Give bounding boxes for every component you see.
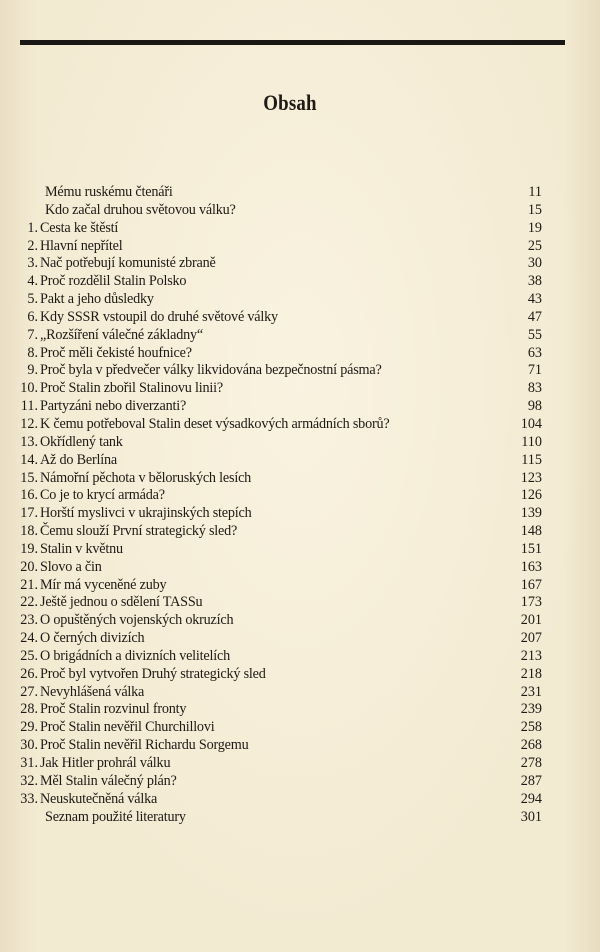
toc-entry [0, 487, 600, 505]
chapter-number: 21. [20, 576, 38, 593]
toc-entry [0, 309, 600, 327]
page-number: 63 [527, 344, 542, 361]
chapter-number: 33. [20, 790, 38, 807]
chapter-number: 15. [20, 469, 38, 486]
chapter-title: Mému ruskému čtenáři [45, 184, 173, 200]
chapter-number: 23. [20, 612, 38, 629]
page-number: 104 [520, 415, 542, 432]
page-number: 239 [520, 701, 542, 718]
table-of-contents [0, 184, 600, 826]
toc-entry [0, 220, 600, 238]
chapter-title: Až do Berlína [40, 451, 117, 468]
page-number: 19 [527, 219, 542, 236]
chapter-number: 24. [20, 630, 38, 647]
chapter-number: 17. [20, 505, 38, 522]
toc-entry [0, 255, 600, 273]
chapter-title: Partyzáni nebo diverzanti? [40, 398, 187, 415]
toc-entry [0, 577, 600, 595]
chapter-number: 25. [20, 647, 38, 664]
page-number: 83 [527, 380, 542, 397]
page-number: 126 [520, 487, 542, 504]
chapter-title: Pakt a jeho důsledky [40, 291, 154, 308]
chapter-title: Hlavní nepřítel [40, 237, 123, 254]
page-number: 258 [520, 719, 542, 736]
page-number: 148 [520, 523, 542, 540]
toc-entry [0, 273, 600, 291]
page-number: 71 [527, 362, 542, 379]
chapter-number: 14. [20, 451, 38, 468]
toc-entry [0, 559, 600, 577]
toc-entry [0, 202, 600, 220]
page-number: 139 [520, 505, 542, 522]
page-number: 213 [520, 647, 542, 664]
chapter-title: K čemu potřeboval Stalin deset výsadkových armádních sborů? [40, 415, 390, 432]
page-number: 98 [527, 398, 542, 415]
toc-entry [0, 470, 600, 488]
chapter-title: Proč byla v předvečer války likvidována bezpečnostní pásma? [40, 362, 382, 379]
chapter-number: 27. [20, 683, 38, 700]
page-number: 47 [527, 308, 542, 325]
toc-entry [0, 612, 600, 630]
toc-entry [0, 755, 600, 773]
page-title: Obsah [263, 90, 317, 115]
page-number: 167 [520, 576, 542, 593]
toc-entry [0, 327, 600, 345]
chapter-number: 6. [27, 308, 38, 325]
toc-entry [0, 719, 600, 737]
chapter-number: 10. [20, 380, 38, 397]
toc-entry [0, 541, 600, 559]
toc-entry [0, 773, 600, 791]
toc-entry [0, 238, 600, 256]
chapter-title: Okřídlený tank [40, 433, 123, 450]
chapter-title: Mír má vyceněné zuby [40, 576, 167, 593]
chapter-title: Cesta ke štěstí [40, 219, 119, 236]
page-number: 55 [527, 326, 542, 343]
chapter-number: 8. [27, 344, 38, 361]
toc-entry [0, 791, 600, 809]
page-number: 115 [521, 451, 542, 468]
page-number: 11 [528, 184, 542, 200]
page-number: 301 [520, 808, 542, 825]
toc-entry [0, 434, 600, 452]
toc-entry [0, 398, 600, 416]
page-number: 201 [520, 612, 542, 629]
toc-entry [0, 184, 600, 202]
page-number: 123 [520, 469, 542, 486]
chapter-title: Proč Stalin nevěřil Richardu Sorgemu [40, 737, 249, 754]
chapter-number: 19. [20, 540, 38, 557]
page-number: 43 [527, 291, 542, 308]
chapter-number: 18. [20, 523, 38, 540]
page-number: 151 [520, 540, 542, 557]
chapter-title: Stalin v květnu [40, 540, 123, 557]
toc-entry [0, 291, 600, 309]
toc-entry [0, 380, 600, 398]
page-number: 231 [520, 683, 542, 700]
chapter-number: 7. [27, 326, 38, 343]
page-number: 294 [520, 790, 542, 807]
toc-entry [0, 594, 600, 612]
top-rule [20, 40, 565, 45]
chapter-title: Nevyhlášená válka [40, 683, 145, 700]
page-number: 30 [527, 255, 542, 272]
toc-entry [0, 666, 600, 684]
chapter-number: 12. [20, 415, 38, 432]
chapter-title: Proč byl vytvořen Druhý strategický sled [40, 665, 266, 682]
chapter-number: 16. [20, 487, 38, 504]
chapter-title: Kdy SSSR vstoupil do druhé světové války [40, 308, 278, 325]
chapter-title: Seznam použité literatury [45, 808, 186, 825]
chapter-number: 13. [20, 433, 38, 450]
toc-entry [0, 684, 600, 702]
page-number: 38 [527, 273, 542, 290]
chapter-number: 28. [20, 701, 38, 718]
chapter-number: 29. [20, 719, 38, 736]
page-number: 173 [520, 594, 542, 611]
chapter-title: Jak Hitler prohrál válku [40, 755, 171, 771]
chapter-title: O opuštěných vojenských okruzích [40, 612, 234, 629]
chapter-title: Proč Stalin rozvinul fronty [40, 701, 187, 718]
chapter-title: Čemu slouží První strategický sled? [40, 523, 238, 540]
chapter-title: Kdo začal druhou světovou válku? [45, 201, 236, 218]
page-number: 287 [520, 772, 542, 789]
toc-entry [0, 452, 600, 470]
page-number: 278 [520, 755, 542, 771]
page-number: 25 [527, 237, 542, 254]
chapter-number: 30. [20, 737, 38, 754]
chapter-number: 31. [20, 755, 38, 771]
chapter-title: Horští myslivci v ukrajinských stepích [40, 505, 252, 522]
chapter-number: 4. [27, 273, 38, 290]
chapter-number: 2. [27, 237, 38, 254]
page-number: 268 [520, 737, 542, 754]
chapter-title: Proč Stalin nevěřil Churchillovi [40, 719, 215, 736]
chapter-title: O černých divizích [40, 630, 145, 647]
toc-entry [0, 648, 600, 666]
toc-entry [0, 809, 600, 827]
chapter-title: Proč rozdělil Stalin Polsko [40, 273, 187, 290]
chapter-title: Proč měli čekisté houfnice? [40, 344, 192, 361]
toc-entry [0, 345, 600, 363]
chapter-number: 11. [20, 398, 38, 415]
chapter-number: 26. [20, 665, 38, 682]
toc-entry [0, 523, 600, 541]
page-number: 15 [527, 201, 542, 218]
page-number: 207 [520, 630, 542, 647]
page-number: 163 [520, 558, 542, 575]
chapter-number: 22. [20, 594, 38, 611]
toc-entry [0, 362, 600, 380]
chapter-title: Neuskutečněná válka [40, 790, 158, 807]
chapter-number: 5. [27, 291, 38, 308]
chapter-title: Námořní pěchota v běloruských lesích [40, 469, 252, 486]
toc-entry [0, 416, 600, 434]
chapter-title: „Rozšíření válečné základny“ [40, 326, 203, 343]
toc-entry [0, 737, 600, 755]
chapter-number: 32. [20, 772, 38, 789]
chapter-title: Ještě jednou o sdělení TASSu [40, 594, 203, 611]
toc-entry [0, 701, 600, 719]
chapter-number: 20. [20, 558, 38, 575]
chapter-number: 1. [27, 219, 38, 236]
page-number: 110 [521, 433, 542, 450]
chapter-title: Slovo a čin [40, 558, 102, 575]
chapter-number: 9. [27, 362, 38, 379]
page-number: 218 [520, 665, 542, 682]
chapter-number: 3. [27, 255, 38, 272]
toc-entry [0, 505, 600, 523]
chapter-title: Proč Stalin zbořil Stalinovu linii? [40, 380, 223, 397]
chapter-title: Nač potřebují komunisté zbraně [40, 255, 216, 272]
chapter-title: Co je to krycí armáda? [40, 487, 165, 504]
chapter-title: Měl Stalin válečný plán? [40, 772, 177, 789]
toc-entry [0, 630, 600, 648]
chapter-title: O brigádních a divizních velitelích [40, 647, 230, 664]
